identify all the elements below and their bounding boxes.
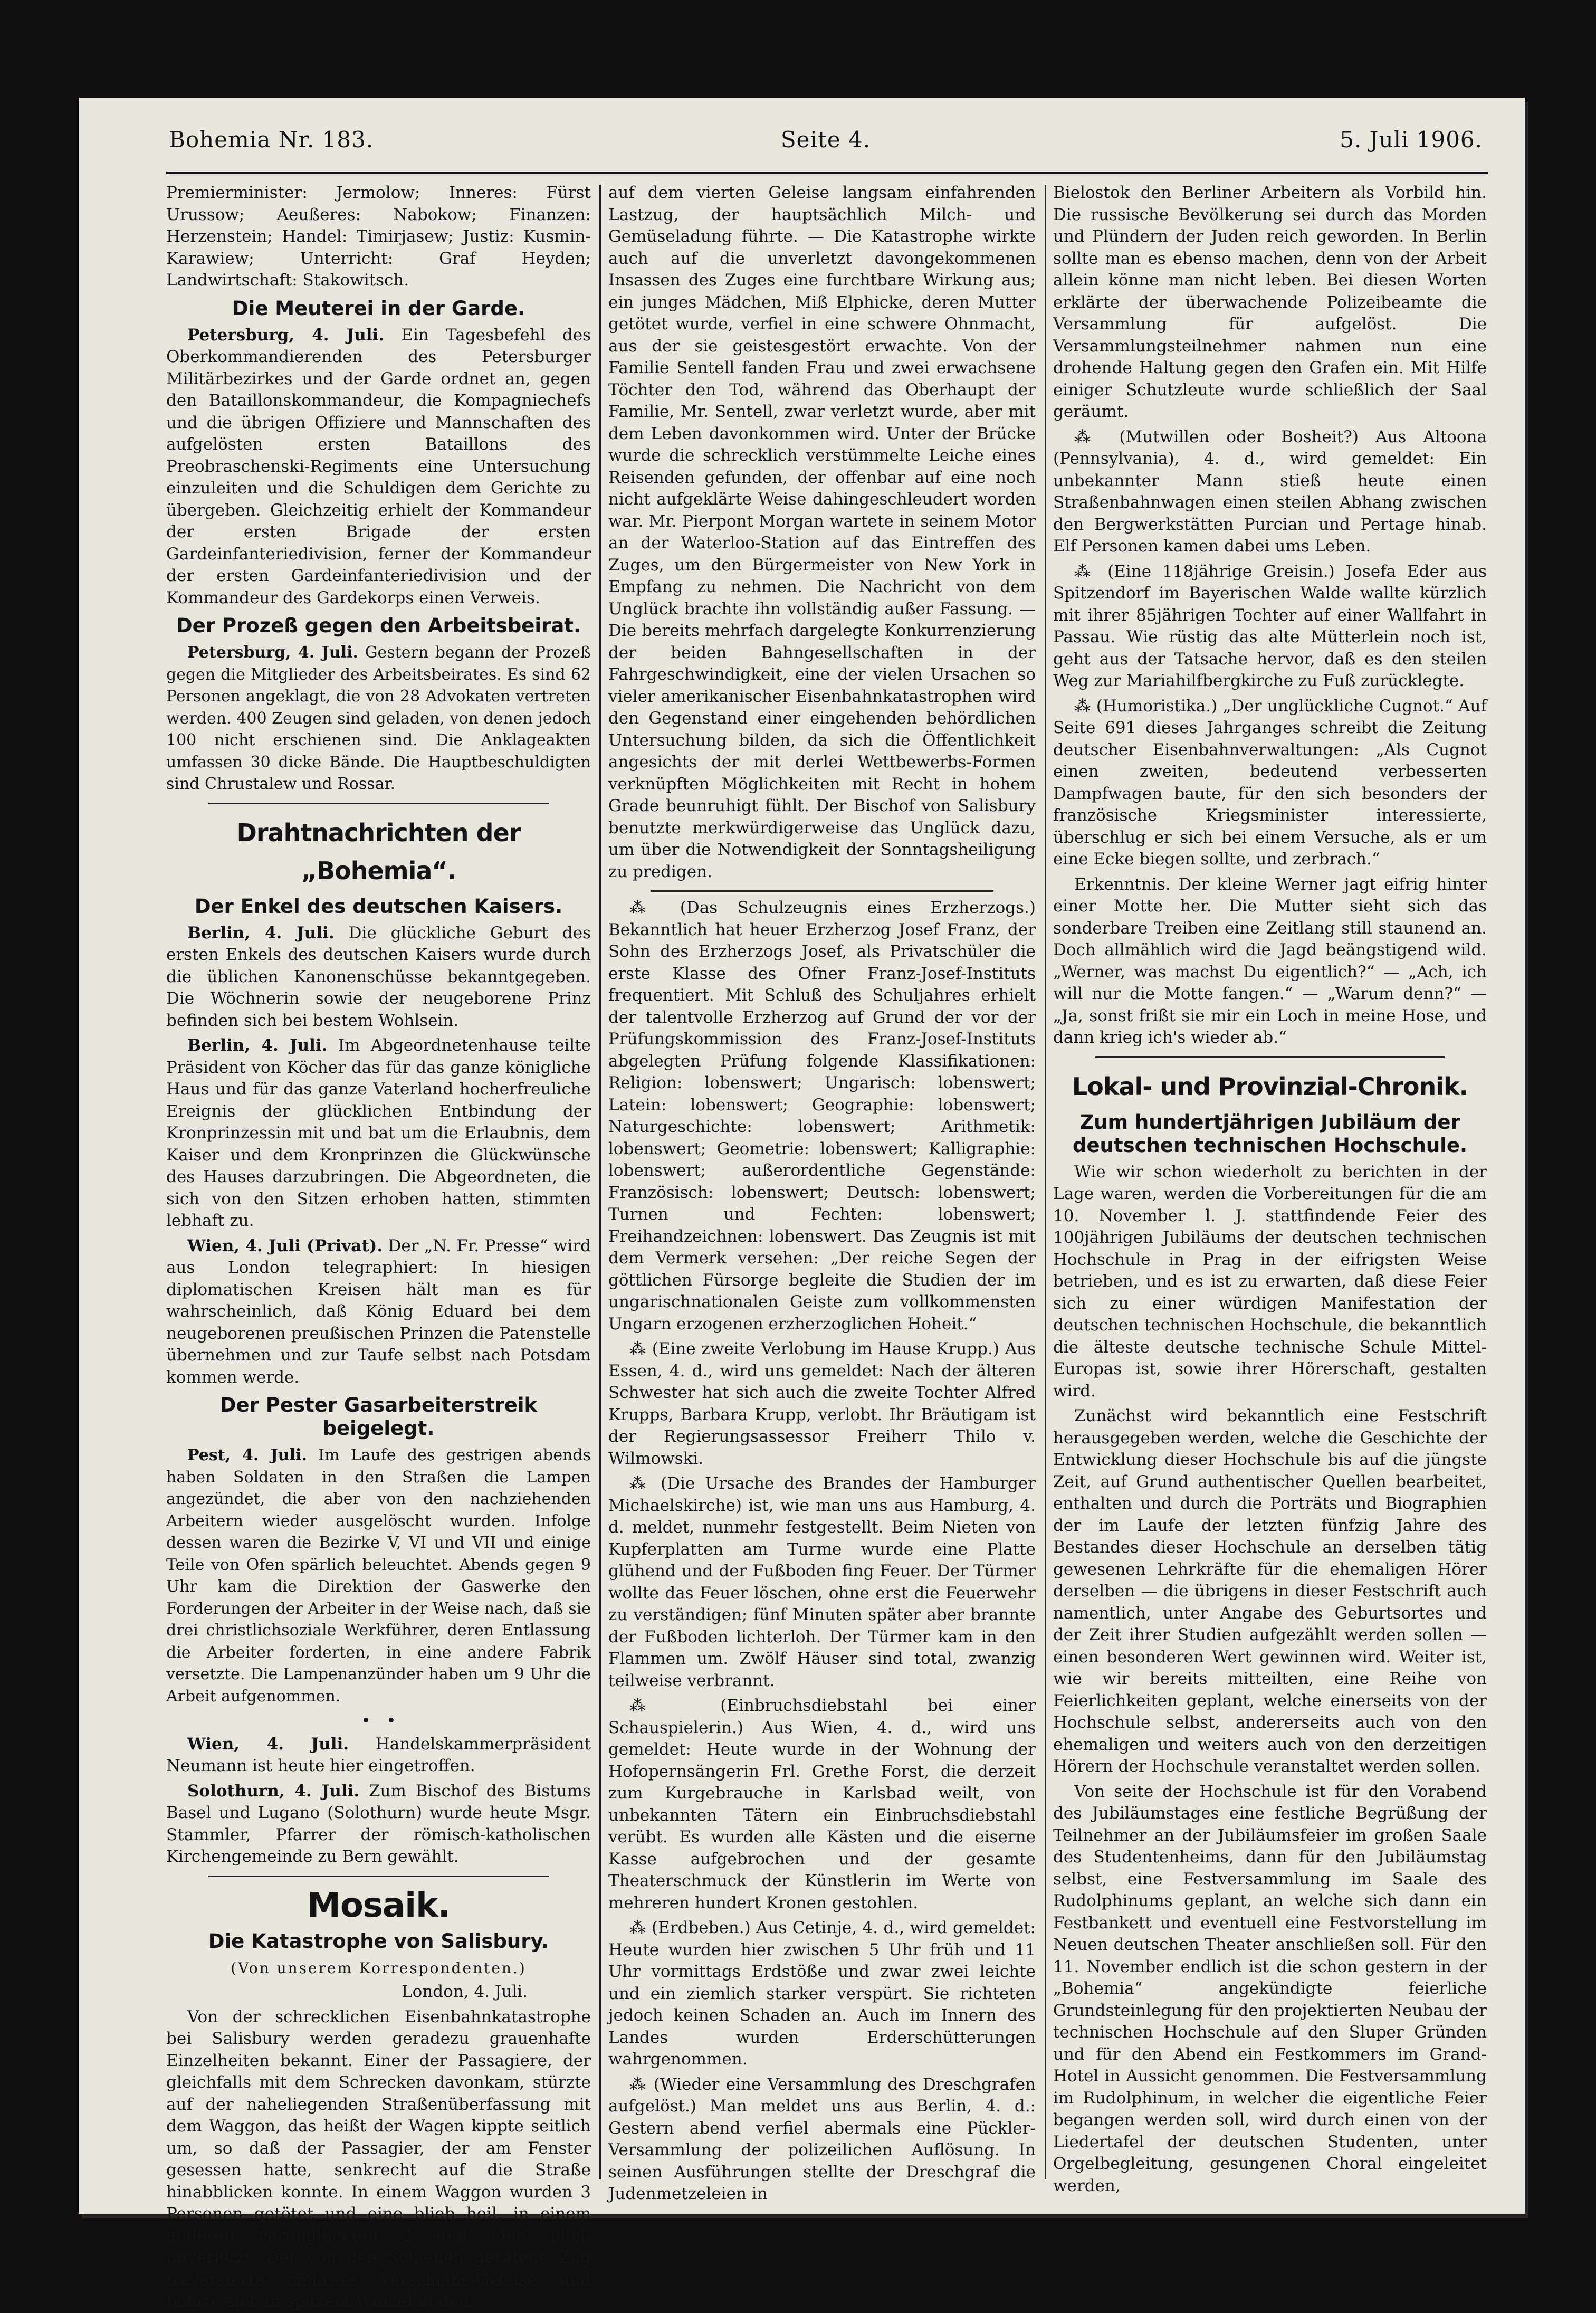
article-paragraph: [1053, 561, 1487, 692]
article-paragraph: [608, 1473, 1036, 1692]
dateline-place: Berlin, 4. Juli.: [187, 923, 335, 943]
section-divider: [651, 890, 993, 892]
article-paragraph: Zunächst wird bekanntlich eine Festschrift herausgegeben werden, welche die Geschichte der Entwicklung dieser Hochschule bis auf die jüngste Zeit, auf Grund authentischer Quellen bearbeitet, enthalten und durch die Porträts und Biographien der im Laufe der letzten fünfzig Jahre des Bestandes dieser Hochschule an derselben tätig gewesenen Lehrkräfte für die ehemaligen Hörer derselben — die übrigens in dieser Festschrift auch namentlich, unter Angabe des Geburtsortes und der Zeit ihrer Studien aufgezählt werden sollen — einen besonderen Wert gewinnen wird. Weiter ist, wie wir bereits mitteilten, eine Reihe von Feierlichkeiten geplant, welche einerseits von der Hochschule selbst, andererseits auch von den ehemaligen und weiters auch von den derzeitigen Hörern der Hochschule veranstaltet werden sollen.: [1053, 1406, 1487, 1776]
header-rule: [166, 172, 1488, 174]
masthead-issue: Bohemia Nr. 183.: [169, 127, 374, 153]
headline: Der Prozeß gegen den Arbeitsbeirat.: [176, 614, 581, 637]
article-paragraph: Erkenntnis. Der kleine Werner jagt eifrig hinter einer Motte her. Die Mutter sieht sich das sonderbare Treiben eine Zeitlang still staunend an. Doch allmählich wird die Jagd beängstigend wild. „Werner, was machst Du eigentlich?“ — „Ach, ich will nur die Motte fangen.“ — „Warum denn?“ — „Ja, sonst frißt sie mir ein Loch in meine Hose, und dann krieg ich's wieder ab.“: [1053, 874, 1487, 1047]
column-1: [166, 182, 591, 2311]
article-paragraph: [608, 1917, 1036, 2071]
asterism-icon: ⁂: [629, 1918, 652, 1937]
dateline-place: Pest, 4. Juli.: [187, 1446, 307, 1464]
column-rule: [1045, 185, 1046, 2179]
dateline-place: Petersburg, 4. Juli.: [187, 325, 385, 345]
asterism-icon: ⁂: [1074, 561, 1108, 581]
article-text: Der „N. Fr. Presse“ wird aus London telegraphiert: In hiesigen diplomatischen Kreisen hält man es für wahrscheinlich, daß König Eduard bei dem neugeborenen preußischen Prinzen die Patenstelle übernehmen und zur Taufe selbst nach Potsdam kommen werde.: [166, 1236, 591, 1387]
asterism-icon: ⁂: [629, 1474, 661, 1493]
article-paragraph: [166, 1444, 591, 1707]
column-2: [608, 182, 1036, 2203]
article-paragraph: [166, 1734, 591, 1777]
asterism-icon: ⁂: [1074, 427, 1120, 446]
headline: Die Meuterei in der Garde.: [232, 297, 525, 320]
article-text: (Eine zweite Verlobung im Hause Krupp.) Aus Essen, 4. d., wird uns gemeldet: Nach der älteren Schwester hat sich auch die zweite Tochter Alfred Krupps, Barbara Krupp, verlobt. Ihr Bräutigam ist der Regierungsassessor Freiherr Thilo v. Wilmowski.: [608, 1339, 1036, 1468]
article-paragraph: Bielostok den Berliner Arbeitern als Vorbild hin. Die russische Bevölkerung sei durch das Morden und Plündern der Juden reich geworden. In Berlin sollte man es ebenso machen, denn von der Arbeit allein könne man nicht leben. Bei diesen Worten erklärte der überwachende Polizeibeamte die Versammlung für aufgelöst. Die Versammlungsteilnehmer nahmen nun eine drohende Haltung gegen den Grafen ein. Mit Hilfe einiger Schutzleute wurde schließlich der Saal geräumt.: [1053, 183, 1487, 421]
asterism-icon: ⁂: [629, 1339, 652, 1358]
article-paragraph: [1053, 426, 1487, 558]
article-text: (Einbruchsdiebstahl bei einer Schauspielerin.) Aus Wien, 4. d., wird uns gemeldet: Heute wurde in der Wohnung der Hofopernsängerin Frl. Grethe Forst, die derzeit zum Kurgebrauche in Karlsbad weilt, von unbekannten Tätern ein Einbruchsdiebstahl verübt. Es wurden alle Kästen und die eiserne Kasse aufgebrochen und der gesamte Theaterschmuck der Künstlerin im Werte von mehreren hundert Kronen gestohlen.: [608, 1696, 1036, 1912]
article-paragraph: [166, 1781, 591, 1868]
article-paragraph: Wie wir schon wiederholt zu berichten in der Lage waren, werden die Vorbereitungen für die am 10. November l. J. stattfindende Feier des 100jährigen Jubiläums der deutschen technischen Hochschule in Prag in der eifrigsten Weise betrieben, und es ist zu erwarten, daß diese Feier sich zu einer würdigen Manifestation der deutschen technischen Hochschule, die bekanntlich die älteste deutsche technische Schule Mittel-Europas ist, sowie ihrer Hörerschaft, gestalten wird.: [1053, 1162, 1487, 1401]
article-text: (Das Schulzeugnis eines Erzherzogs.) Bekanntlich hat heuer Erzherzog Josef Franz, der Sohn des Erzherzogs Josef, als Privatschüler die erste Klasse des Ofner Franz-Josef-Instituts frequentiert. Mit Schluß des Schuljahres erhielt der talentvolle Erzherzog auf Grund der vor der Prüfungskommission des Franz-Josef-Instituts abgelegten Prüfung folgende Klassifikationen: Religion: lobenswert; Ungarisch: lobenswert; Latein: lobenswert; Geographie: lobenswert; Naturgeschichte: lobenswert; Arithmetik: lobenswert; Geometrie: lobenswert; Kalligraphie: lobenswert; außerordentliche Gegenstände: Französisch: lobenswert; Deutsch: lobenswert; Turnen und Fechten: lobenswert; Freihandzeichnen: lobenswert. Das Zeugnis ist mit dem Vermerk versehen: „Der reiche Segen der göttlichen Fürsorge begleite die Studien der im ungarischnationalen Geiste zum vollkommensten Ungarn erzogenen erzherzoglichen Hoheit.“: [608, 898, 1036, 1334]
separator-star: • •: [361, 1711, 396, 1730]
page-number: Seite 4.: [780, 127, 871, 153]
article-text: (Die Ursache des Brandes der Hamburger Michaelskirche) ist, wie man uns aus Hamburg, 4. d. meldet, nunmehr festgestellt. Beim Nieten von Kupferplatten am Turme wurde eine Platte glühend und der Fußboden fing Feuer. Der Türmer wollte das Feuer löschen, ohne erst die Feuerwehr zu verständigen; fünf Minuten später aber brannte der Fußboden lichterloh. Der Türmer kam in den Flammen um. Zwölf Häuser sind total, zwanzig teilweise verbrannt.: [608, 1474, 1036, 1690]
page-header: [169, 127, 1483, 169]
column-rule: [599, 185, 601, 2179]
article-text: Im Laufe des gestrigen abends haben Soldaten in den Straßen die Lampen angezündet, die aber von den nachziehenden Arbeitern wieder ausgelöscht wurden. Infolge dessen waren die Bezirke V, VI und VII und einige Teile von Ofen spärlich beleuchtet. Abends gegen 9 Uhr kam die Direktion der Gaswerke den Forderungen der Arbeiter in der Weise nach, daß sie drei christlichsoziale Werkführer, deren Entlassung die Arbeiter forderten, in eine andere Fabrik versetzte. Die Lampenanzünder haben um 9 Uhr die Arbeit aufgenommen.: [166, 1446, 591, 1706]
dateline: London, 4. Juli.: [402, 1982, 528, 2001]
section-title: Lokal- und Provinzial-Chronik.: [1072, 1072, 1468, 1101]
article-paragraph: [166, 922, 591, 1032]
headline: Der Pester Gasarbeiterstreik beigelegt.: [219, 1394, 538, 1440]
article-text: (Humoristika.) „Der unglückliche Cugnot.“ Auf Seite 691 dieses Jahrganges schreibt die Zeitung deutscher Eisenbahnverwaltungen: „Als Cugnot einen zweiten, bedeutend verbesserten Dampfwagen baute, für den sich besonders der französische Kriegsminister interessierte, überschlug er sich bei einem Versuche, als er um eine Ecke biegen sollte, und zerbrach.“: [1053, 696, 1487, 869]
headline: Zum hundertjährigen Jubiläum der deutschen technischen Hochschule.: [1072, 1110, 1468, 1157]
article-text: Im Abgeordnetenhause teilte Präsident von Köcher das für das ganze königliche Haus und für das ganze Vaterland hocherfreuliche Ereignis der glücklichen Entbindung der Kronprinzessin mit und bat um die Erlaubnis, dem Kaiser und dem Kronprinzen die Glückwünsche des Hauses darzubringen. Die Abgeordneten, die sich von den Sitzen erhoben hatten, stimmten lebhaft zu.: [166, 1036, 591, 1230]
dateline-place: Solothurn, 4. Juli.: [187, 1781, 360, 1801]
asterism-icon: ⁂: [1074, 696, 1096, 716]
article-paragraph: [1053, 696, 1487, 871]
dateline-place: Wien, 4. Juli.: [187, 1734, 349, 1754]
section-divider: [208, 803, 549, 804]
section-divider: [1095, 1056, 1445, 1058]
article-paragraph: [608, 1695, 1036, 1914]
newspaper-page: [79, 98, 1525, 2311]
asterism-icon: ⁂: [629, 2074, 654, 2094]
article-text: (Wieder eine Versammlung des Dreschgrafen aufgelöst.) Man meldet uns aus Berlin, 4. d.: Gestern abend verfiel abermals eine Pückler-Versammlung der polizeilichen Auflösung. In seinen Ausführungen stellte der Dreschgraf die Judenmetzeleien in: [608, 2074, 1036, 2203]
article-paragraph: [608, 897, 1036, 1335]
article-text: Premierminister: Jermolow; Inneres: Fürst Urussow; Aeußeres: Nabokow; Finanzen: Herzenstein; Handel: Timirjasew; Justiz: Kusmin-Karawiew; Unterricht: Graf Heyden; Landwirtschaft: Stakowitsch.: [166, 183, 591, 290]
article-paragraph: [166, 642, 591, 795]
issue-date: 5. Juli 1906.: [1340, 127, 1483, 153]
asterism-icon: ⁂: [629, 898, 680, 917]
article-paragraph: Von seite der Hochschule ist für den Vorabend des Jubiläumstages eine festliche Begrüßung der Teilnehmer an der Jubiläumsfeier im großen Saale des Studentenheims, dann für den Jubiläumstag selbst, eine Festversammlung im Saale des Rudolphinums geplant, an welche sich dann ein Festbankett und eventuell eine Festvorstellung im Neuen deutschen Theater anschließen soll. Für den 11. November endlich ist die schon gestern in der „Bohemia“ angekündigte feierliche Grundsteinlegung für den projektierten Neubau der technischen Hochschule auf den Sluper Gründen und für den Abend ein Festkommers im Grand-Hotel in Aussicht genommen. Die Festversammlung im Rudolphinum, in welcher die eigentliche Feier begangen werden soll, wird durch einen von der Liedertafel der deutschen Studenten, unter Orgelbegleitung, gesungenen Choral eingeleitet werden,: [1053, 1782, 1487, 2195]
section-title: Drahtnachrichten der „Bohemia“.: [236, 818, 521, 885]
article-paragraph: auf dem vierten Geleise langsam einfahrenden Lastzug, der hauptsächlich Milch- und Gemüseladung führte. — Die Katastrophe wirkte auch auf die unverletzt davongekommenen Insassen des Zuges eine furchtbare Wirkung aus; ein junges Mädchen, Miß Elphicke, deren Mutter getötet wurde, verfiel in eine schwere Ohnmacht, aus der sie geistesgestört erwachte. Von der Familie Sentell fanden Frau und zwei erwachsene Töchter den Tod, während das Oberhaupt der Familie, Mr. Sentell, zwar verletzt wurde, aber mit dem Leben davonkommen wird. Unter der Brücke wurde die schrecklich verstümmelte Leiche eines Reisenden gefunden, der offenbar auf eine noch nicht aufgeklärte Weise dahingeschleudert worden war. Mr. Pierpont Morgan wartete in seinem Motor an der Waterloo-Station auf das Eintreffen des Zuges, um den Bürgermeister von New York in Empfang zu nehmen. Die Nachricht von dem Unglück brachte ihn vollständig außer Fassung. — Die bereits mehrfach dargelegte Konkurrenzierung der beiden Bahngesellschaften in der Fahrgeschwindigkeit, eine der vielen Ursachen so vieler amerikanischer Eisenbahnkatastrophen wird den Gegenstand einer eingehenden behördlichen Untersuchung bilden, da sich die Öffentlichkeit angesichts der mit derlei Wettbewerbs-Formen verknüpften Möglichkeiten mit Recht in hohem Grade beunruhigt fühlt. Der Bischof von Salisbury benutzte merkwürdigerweise das Unglück dazu, um über die Notwendigkeit der Sonntagsheiligung zu predigen.: [608, 183, 1036, 881]
article-text: Handelskammerpräsident Neumann ist heute hier eingetroffen.: [166, 1734, 591, 1775]
article-paragraph: [166, 325, 591, 610]
dateline-place: Petersburg, 4. Juli.: [187, 643, 358, 662]
headline: Der Enkel des deutschen Kaisers.: [194, 894, 563, 918]
article-paragraph: [608, 2074, 1036, 2205]
article-text: Zum Bischof des Bistums Basel und Lugano (Solothurn) wurde heute Msgr. Stammler, Pfarrer der römisch-katholischen Kirchengemeinde zu Bern gewählt.: [166, 1781, 591, 1866]
dateline-place: Berlin, 4. Juli.: [187, 1036, 328, 1055]
article-paragraph: [608, 1338, 1036, 1470]
byline: (Von unserem Korrespondenten.): [231, 1959, 527, 1977]
section-divider: [208, 1876, 549, 1877]
headline: Die Katastrophe von Salisbury.: [208, 1929, 549, 1953]
article-text: Gestern begann der Prozeß gegen die Mitglieder des Arbeitsbeirates. Es sind 62 Personen angeklagt, die von 28 Advokaten vertreten werden. 400 Zeugen sind geladen, von denen jedoch 100 nicht erschienen sind. Die Anklageakten umfassen 30 dicke Bände. Die Hauptbeschuldigten sind Chrustalew und Rossar.: [166, 643, 591, 793]
article-text: (Eine 118jährige Greisin.) Josefa Eder aus Spitzendorf im Bayerischen Walde wallte kürzlich mit ihrer 85jährigen Tochter auf einer Wallfahrt in Passau. Wie rüstig das alte Mütterlein noch ist, geht aus der Tatsache hervor, daß es den steilen Weg zur Mariahilfbergkirche zu Fuß zurücklegte.: [1053, 561, 1487, 690]
article-text: Ein Tagesbefehl des Oberkommandierenden des Petersburger Militärbezirkes und der Garde ordnet an, gegen den Bataillonskommandeur, die Kompagniechefs und die übrigen Offiziere und Mannschaften des aufgelösten ersten Bataillons des Preobraschenski-Regiments eine Untersuchung einzuleiten und die Schuldigen dem Gerichte zu übergeben. Gleichzeitig erhielt der Kommandeur der ersten Brigade der ersten Gardeinfanteriedivision, ferner der Kommandeur der ersten Gardeinfanteriedivision und der Kommandeur des Gardekorps einen Verweis.: [166, 325, 591, 607]
asterism-icon: ⁂: [629, 1696, 721, 1715]
article-text: (Mutwillen oder Bosheit?) Aus Altoona (Pennsylvania), 4. d., wird gemeldet: Ein unbekannter Mann stieß heute einen Straßenbahnwagen einen steilen Abhang zwischen den Bergwerkstätten Purcian und Pertage hinab. Elf Personen kamen dabei ums Leben.: [1053, 427, 1487, 556]
article-paragraph: Von der schrecklichen Eisenbahnkatastrophe bei Salisbury werden geradezu grauenhafte Einzelheiten bekannt. Einer der Passagiere, der gleichfalls mit dem Schrecken davonkam, stürzte auf der naheliegenden Straßenüberfassung mit dem Waggon, das heißt der Wagen kippte seitlich um, so daß der Passagier, der am Fenster gesessen hatte, senkrecht auf die Straße hinabblicken konnte. In einem Waggon wurden 3 Personen getötet und eine blieb heil, in einem anderen verunglückten 2 und eine blieb unverletzt. Der von den Schienen geratene Zug traversierte mehrere Verschiebe-Geleise und bohrte sich in spitzem Winkel in den: [166, 2007, 591, 2311]
article-paragraph: [166, 1035, 591, 1232]
column-3: [1053, 182, 1487, 2195]
dateline-place: Wien, 4. Juli (Privat).: [187, 1236, 383, 1255]
article-text: (Erdbeben.) Aus Cetinje, 4. d., wird gemeldet: Heute wurden hier zwischen 5 Uhr früh und 11 Uhr vormittags Erdstöße und zwar zwei leichte und ein ziemlich starker verspürt. Sie richteten jedoch keinen Schaden an. Auch im Innern des Landes wurden Erderschütterungen wahrgenommen.: [608, 1918, 1036, 2069]
article-text: Die glückliche Geburt des ersten Enkels des deutschen Kaisers wurde durch die üblichen Kanonenschüsse bekanntgegeben. Die Wöchnerin sowie der neugeborene Prinz befinden sich bei bestem Wohlsein.: [166, 923, 591, 1030]
section-title: Mosaik.: [307, 1886, 450, 1925]
article-paragraph: [166, 1235, 591, 1389]
